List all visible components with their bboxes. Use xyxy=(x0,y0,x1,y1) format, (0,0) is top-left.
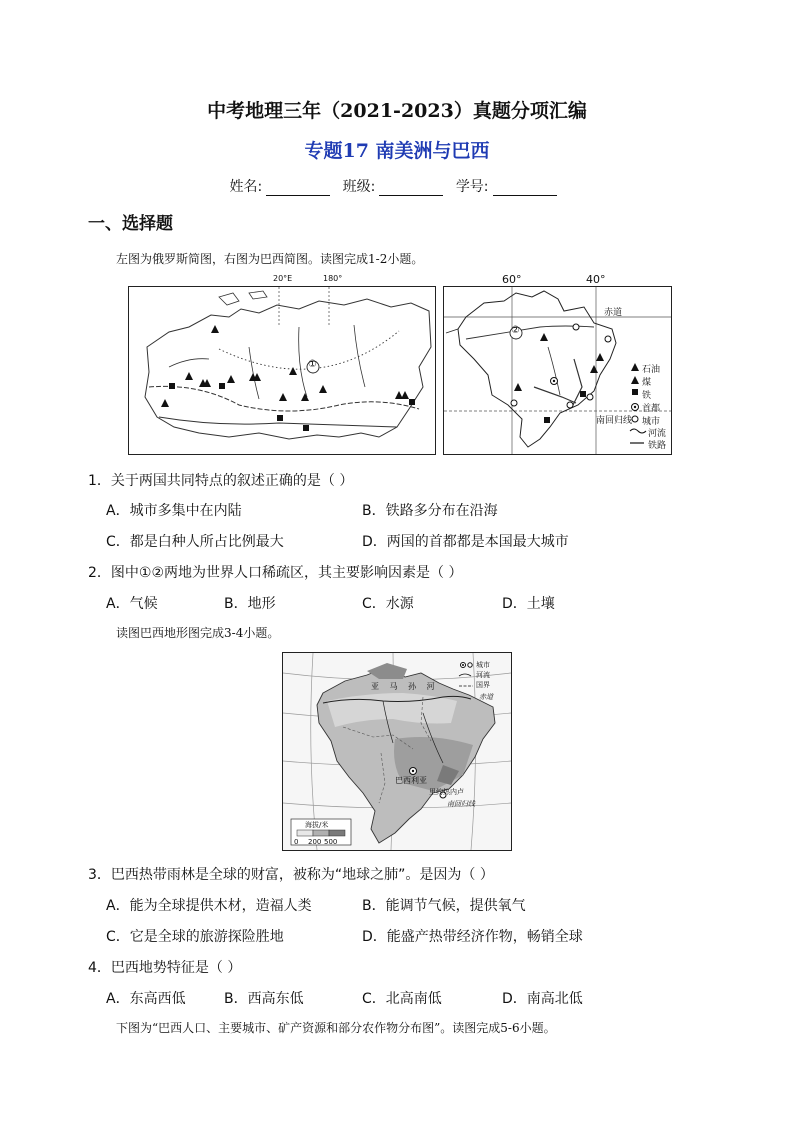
q4-option-d: D．南高北低 xyxy=(502,991,583,1007)
q3-option-c: C．它是全球的旅游探险胜地 xyxy=(106,929,284,945)
id-blank xyxy=(493,181,557,196)
legend-oil: 石油 xyxy=(642,365,661,375)
map2-equator-label: 赤道 xyxy=(604,308,623,318)
q2-option-d: D．土壤 xyxy=(502,596,555,612)
map3-rio-label: 里约热内卢 xyxy=(429,788,464,796)
intro-q5-6: 下图为“巴西人口、主要城市、矿产资源和部分农作物分布图”。读图完成5-6小题。 xyxy=(116,1021,556,1035)
q4-option-a: A．东高西低 xyxy=(106,991,186,1007)
map3-scale-tick-200: 200 xyxy=(308,838,322,846)
question-3: 3．巴西热带雨林是全球的财富，被称为“地球之肺”。是因为（ ） xyxy=(88,867,494,883)
map2-marker-2: ② xyxy=(511,325,520,336)
q3-option-d: D．能盛产热带经济作物，畅销全球 xyxy=(362,929,583,945)
map3-tropic-label: 南回归线 xyxy=(447,800,475,808)
brazil-map-drawing xyxy=(444,287,671,454)
map3-legend-city: 城市 xyxy=(476,661,490,669)
map3-legend-border: 国界 xyxy=(476,681,490,689)
document-subtitle: 专题17 南美洲与巴西 xyxy=(304,140,490,162)
question-1: 1．关于两国共同特点的叙述正确的是（ ） xyxy=(88,473,354,489)
q1-option-b: B．铁路多分布在沿海 xyxy=(362,503,498,519)
name-label: 姓名: xyxy=(229,179,263,195)
map1-lon-180: 180° xyxy=(323,274,343,283)
map2-lon-40: 40° xyxy=(586,273,606,286)
map3-scale-tick-0: 0 xyxy=(294,838,299,846)
legend-city: 城市 xyxy=(642,417,661,427)
q1-option-c: C．都是白种人所占比例最大 xyxy=(106,534,284,550)
q2-option-a: A．气候 xyxy=(106,596,158,612)
student-info-line xyxy=(0,176,794,196)
map3-legend-river: 河流 xyxy=(476,671,490,679)
intro-q1-2: 左图为俄罗斯简图，右图为巴西简图。读图完成1-2小题。 xyxy=(116,252,424,266)
map3-scale-tick-500: 500 xyxy=(324,838,338,846)
class-label: 班级: xyxy=(342,179,376,195)
legend-river: 河流 xyxy=(648,429,667,439)
map3-amazon-label: 亚 马 孙 河 xyxy=(371,682,439,691)
legend-iron: 铁 xyxy=(642,391,652,401)
q4-option-b: B．西高东低 xyxy=(224,991,304,1007)
class-blank xyxy=(379,181,443,196)
document-title: 中考地理三年（2021-2023）真题分项汇编 xyxy=(207,100,587,122)
map2-lon-60: 60° xyxy=(502,273,522,286)
brazil-terrain-map xyxy=(282,652,512,851)
map3-equator-label: 赤道 xyxy=(479,693,493,701)
map2-tropic-label: 南回归线 xyxy=(596,416,633,426)
id-label: 学号: xyxy=(455,179,489,195)
intro-q3-4: 读图巴西地形图完成3-4小题。 xyxy=(116,626,280,640)
name-blank xyxy=(266,181,330,196)
q2-option-c: C．水源 xyxy=(362,596,414,612)
russia-map xyxy=(128,274,436,455)
q1-option-a: A．城市多集中在内陆 xyxy=(106,503,242,519)
question-2: 2．图中①②两地为世界人口稀疏区，其主要影响因素是（ ） xyxy=(88,565,463,581)
section-title: 一、选择题 xyxy=(88,214,173,234)
map3-brasilia-label: 巴西利亚 xyxy=(395,776,427,785)
question-4: 4．巴西地势特征是（ ） xyxy=(88,960,242,976)
q3-option-a: A．能为全球提供木材，造福人类 xyxy=(106,898,312,914)
map1-marker-1: ① xyxy=(308,359,317,370)
legend-coal: 煤 xyxy=(642,378,652,388)
legend-railway: 铁路 xyxy=(648,441,667,451)
q4-option-c: C．北高南低 xyxy=(362,991,442,1007)
q1-option-d: D．两国的首都都是本国最大城市 xyxy=(362,534,569,550)
q2-option-b: B．地形 xyxy=(224,596,276,612)
russia-map-drawing xyxy=(129,287,435,454)
brazil-map xyxy=(443,273,672,455)
q3-option-b: B．能调节气候，提供氧气 xyxy=(362,898,526,914)
map1-lon-20e: 20°E xyxy=(273,274,293,283)
legend-capital: 首都 xyxy=(642,404,661,414)
map3-scale-title: 海拔/米 xyxy=(305,821,329,829)
